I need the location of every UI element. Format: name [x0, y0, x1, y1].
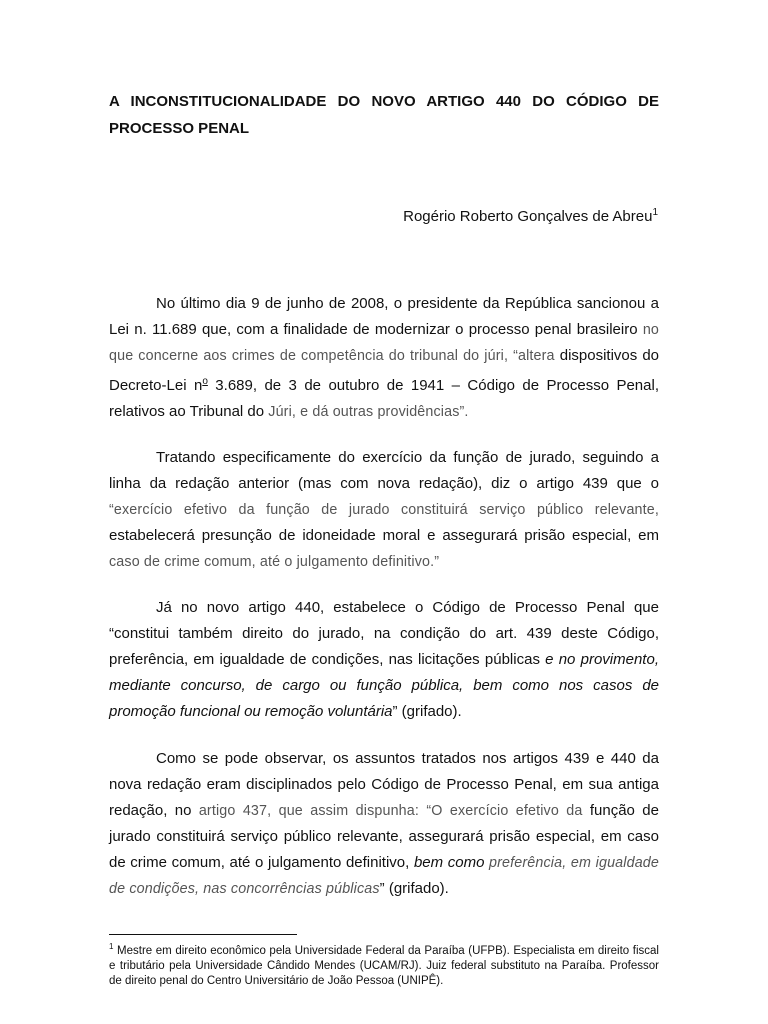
- footnote-mark: 1: [109, 942, 114, 951]
- paragraph-4: [109, 746, 659, 902]
- paragraph-3-emphasis: e no provimento, mediante concurso, de cargo ou função pública, bem como nos casos de promoção funcional ou remoção voluntária: [109, 651, 659, 720]
- paragraph-1-text-e: Júri, e dá outras providências”.: [268, 404, 469, 420]
- paragraph-4-emphasis-b: preferência, em igualdade de condições, nas concorrências públicas: [109, 855, 660, 897]
- paragraph-2-text-d: caso de crime comum, até o julgamento definitivo.”: [109, 554, 440, 570]
- paragraph-2-text-b: “exercício efetivo da função de jurado constituirá serviço público relevante,: [109, 502, 659, 518]
- footnote: [109, 939, 659, 989]
- paragraph-4-text-f: ” (grifado).: [379, 880, 449, 897]
- paragraph-4-text-b: artigo 437, que assim dispunha: “O exercício efetivo da: [198, 803, 583, 819]
- paragraph-1: [109, 291, 659, 425]
- footnote-reference[interactable]: 1: [652, 207, 658, 218]
- paragraph-1-text-a: No último dia 9 de junho de 2008, o presidente da República sancionou a Lei n. 11.689 que, com a finalidade de modernizar o processo penal brasileiro: [109, 295, 659, 338]
- paragraph-3-text-a: Já no novo artigo 440, estabelece o Código de Processo Penal que “constitui também direito do jurado, na condição do art. 439 deste Código, preferência, em igualdade de condições, nas licitações públicas: [109, 599, 659, 668]
- paragraph-4-text-c: função de jurado constituirá serviço público relevante, assegurará prisão especial, em caso de crime comum, até o julgamento definitivo,: [109, 802, 659, 871]
- author-name: Rogério Roberto Gonçalves de Abreu: [403, 208, 653, 225]
- paragraph-2-text-a: Tratando especificamente do exercício da função de jurado, seguindo a linha da redação anterior (mas com nova redação), diz o artigo 439 que o: [109, 449, 659, 492]
- paragraph-4-text-a: Como se pode observar, os assuntos tratados nos artigos 439 e 440 da nova redação eram disciplinados pelo Código de Processo Penal, em sua antiga redação, no: [109, 750, 659, 819]
- paragraph-2-text-c: estabelecerá presunção de idoneidade moral e assegurará prisão especial, em: [109, 527, 659, 544]
- paragraph-1-text-c: dispositivos do Decreto-Lei n: [109, 347, 660, 394]
- author-line: [403, 203, 658, 227]
- footnote-separator: [109, 934, 297, 935]
- document-title: A INCONSTITUCIONALIDADE DO NOVO ARTIGO 440 DO CÓDIGO DE PROCESSO PENAL: [109, 93, 659, 137]
- paragraph-3: [109, 595, 659, 725]
- ordinal-indicator: o: [202, 376, 208, 387]
- footnote-text: Mestre em direito econômico pela Universidade Federal da Paraíba (UFPB). Especialista em direito fiscal e tributário pela Universidade Cândido Mendes (UCAM/RJ). Juiz federal substituto na Paraíba. Professor de direito penal do Centro Universitário de João Pessoa (UNIPÊ).: [109, 944, 659, 987]
- paragraph-3-text-c: ” (grifado).: [392, 703, 462, 720]
- paragraph-1-text-b: no que concerne aos crimes de competência do tribunal do júri, “altera: [109, 322, 660, 364]
- paragraph-4-emphasis-a: bem como: [413, 854, 485, 871]
- paragraph-2: [109, 445, 659, 575]
- paragraph-1-text-d: 3.689, de 3 de outubro de 1941 – Código de Processo Penal, relativos ao Tribunal do: [109, 377, 659, 420]
